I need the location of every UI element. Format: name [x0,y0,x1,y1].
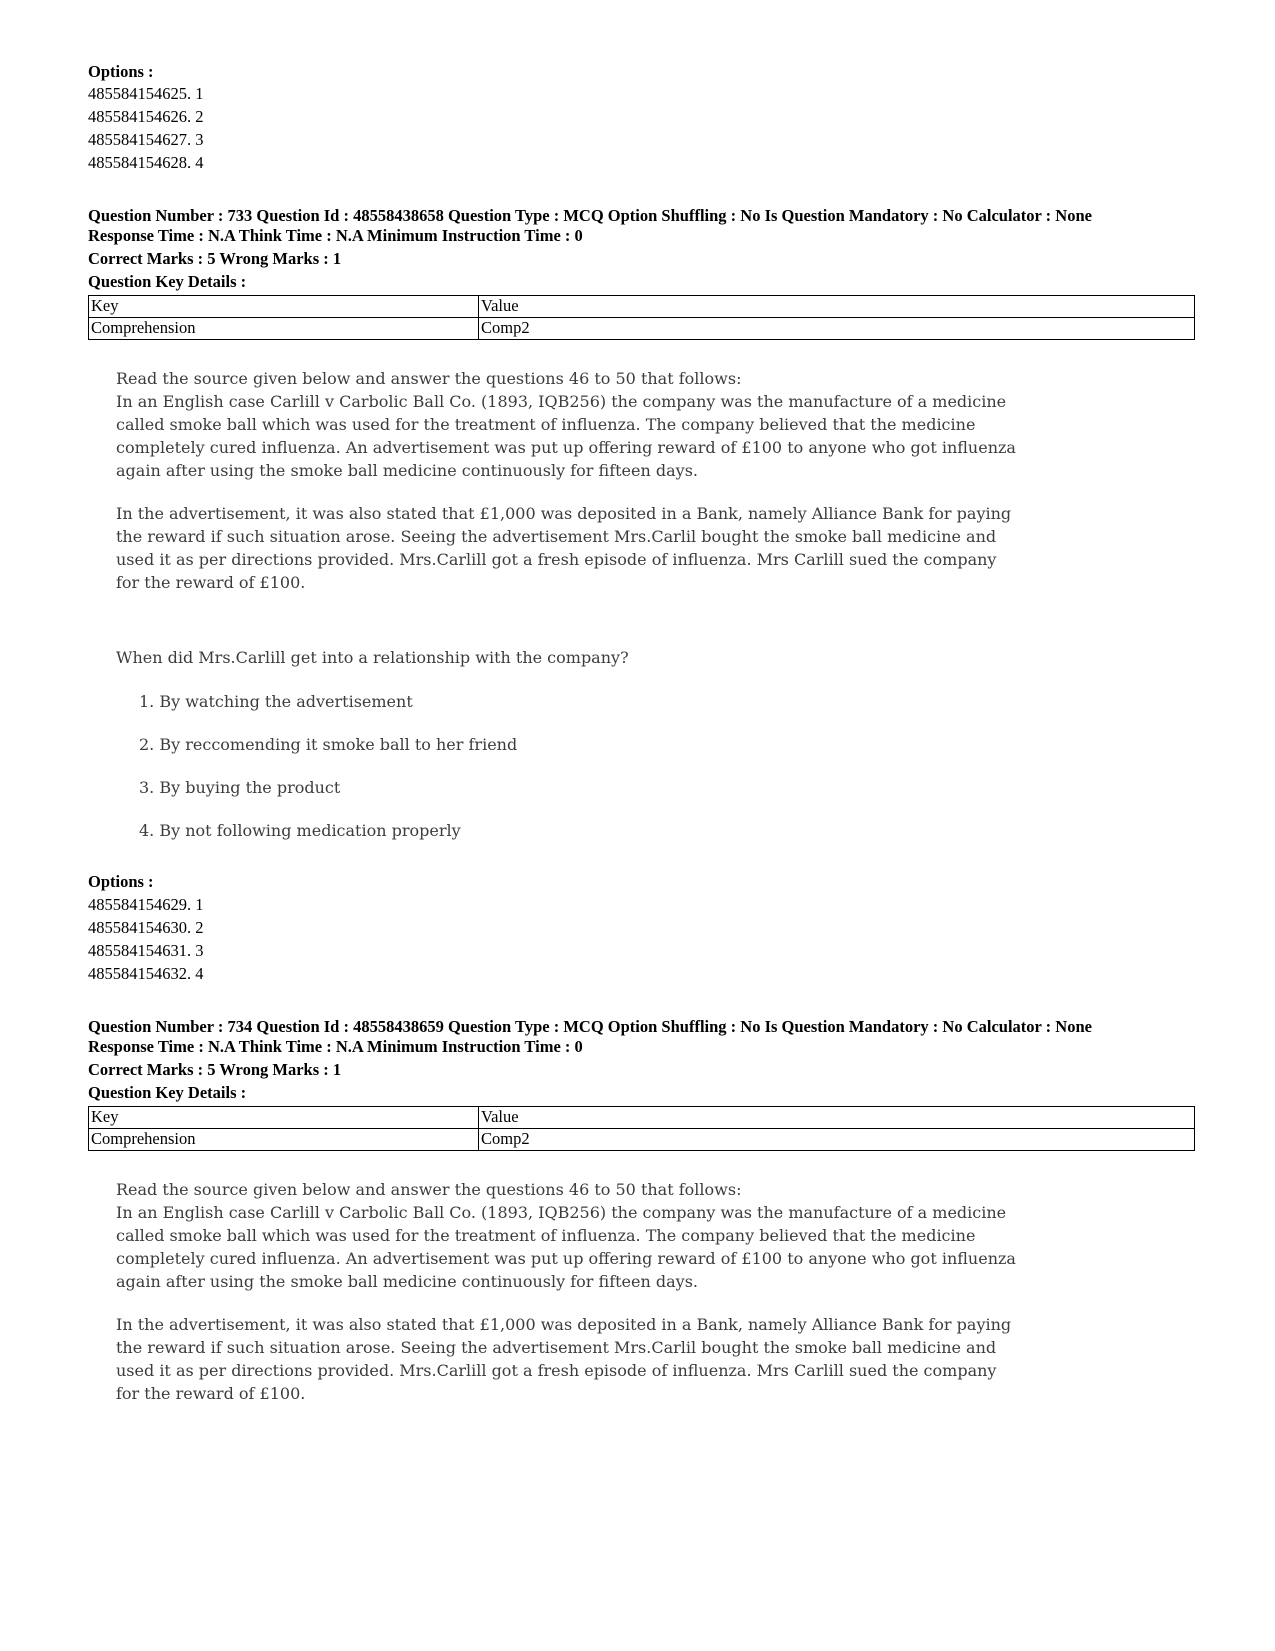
option-item: 485584154630. 2 [88,918,204,937]
table-header-key: Key [89,296,479,318]
question-text: When did Mrs.Carlill get into a relationship with the company? [116,648,629,667]
option-item: 485584154628. 4 [88,153,204,172]
option-item: 485584154632. 4 [88,964,204,983]
option-item: 485584154625. 1 [88,84,204,103]
passage-image [116,1178,1016,1405]
passage-image [116,367,1016,594]
answer-choice: 1. By watching the advertisement [139,692,413,711]
option-item: 485584154629. 1 [88,895,204,914]
table-cell-key: Comprehension [89,318,479,340]
table-header-value: Value [479,296,1195,318]
table-header-row [89,1107,1195,1129]
key-details-label: Question Key Details : [88,272,247,291]
table-header-key: Key [89,1107,479,1129]
passage-paragraph-1: In an English case Carlill v Carbolic Ball Co. (1893, IQB256) the company was the manufacture of a medicine called smoke ball which was used for the treatment of influenza. The company believed that the medicine completely cured influenza. An advertisement was put up offering reward of £100 to anyone who got influenza again after using the smoke ball medicine continuously for fifteen days. [116,392,1016,480]
question-meta-line1: Question Number : 733 Question Id : 48558438658 Question Type : MCQ Option Shuffling : No Is Question Mandatory : No Calculator : None [88,206,1092,225]
marks-line: Correct Marks : 5 Wrong Marks : 1 [88,1060,342,1079]
table-row [89,318,1195,340]
table-cell-key: Comprehension [89,1129,479,1151]
question-meta [88,206,1198,246]
question-meta-line2: Response Time : N.A Think Time : N.A Minimum Instruction Time : 0 [88,1037,583,1056]
option-item: 485584154627. 3 [88,130,204,149]
passage-paragraph-2: In the advertisement, it was also stated that £1,000 was deposited in a Bank, namely Alliance Bank for paying the reward if such situation arose. Seeing the advertisement Mrs.Carlil bought the smoke ball medicine and used it as per directions provided. Mrs.Carlill got a fresh episode of influenza. Mrs Carlill sued the company for the reward of £100. [116,1315,1012,1403]
passage-paragraph-1: In an English case Carlill v Carbolic Ball Co. (1893, IQB256) the company was the manufacture of a medicine called smoke ball which was used for the treatment of influenza. The company believed that the medicine completely cured influenza. An advertisement was put up offering reward of £100 to anyone who got influenza again after using the smoke ball medicine continuously for fifteen days. [116,1203,1016,1291]
answer-choice: 2. By reccomending it smoke ball to her friend [139,735,518,754]
table-row [89,1129,1195,1151]
answer-choice: 3. By buying the product [139,778,341,797]
question-meta-line2: Response Time : N.A Think Time : N.A Minimum Instruction Time : 0 [88,226,583,245]
table-header-row [89,296,1195,318]
question-meta-line1: Question Number : 734 Question Id : 48558438659 Question Type : MCQ Option Shuffling : No Is Question Mandatory : No Calculator : None [88,1017,1092,1036]
key-details-table [88,1106,1195,1151]
question-meta [88,1017,1198,1057]
key-details-table [88,295,1195,340]
option-item: 485584154626. 2 [88,107,204,126]
table-header-value: Value [479,1107,1195,1129]
answer-choice: 4. By not following medication properly [139,821,461,840]
table-cell-value: Comp2 [479,318,1195,340]
option-item: 485584154631. 3 [88,941,204,960]
marks-line: Correct Marks : 5 Wrong Marks : 1 [88,249,342,268]
table-cell-value: Comp2 [479,1129,1195,1151]
options-label: Options : [88,62,154,81]
passage-paragraph-2: In the advertisement, it was also stated that £1,000 was deposited in a Bank, namely Alliance Bank for paying the reward if such situation arose. Seeing the advertisement Mrs.Carlil bought the smoke ball medicine and used it as per directions provided. Mrs.Carlill got a fresh episode of influenza. Mrs Carlill sued the company for the reward of £100. [116,504,1012,592]
options-label: Options : [88,872,154,891]
passage-intro: Read the source given below and answer the questions 46 to 50 that follows: [116,369,742,388]
passage-intro: Read the source given below and answer the questions 46 to 50 that follows: [116,1180,742,1199]
key-details-label: Question Key Details : [88,1083,247,1102]
